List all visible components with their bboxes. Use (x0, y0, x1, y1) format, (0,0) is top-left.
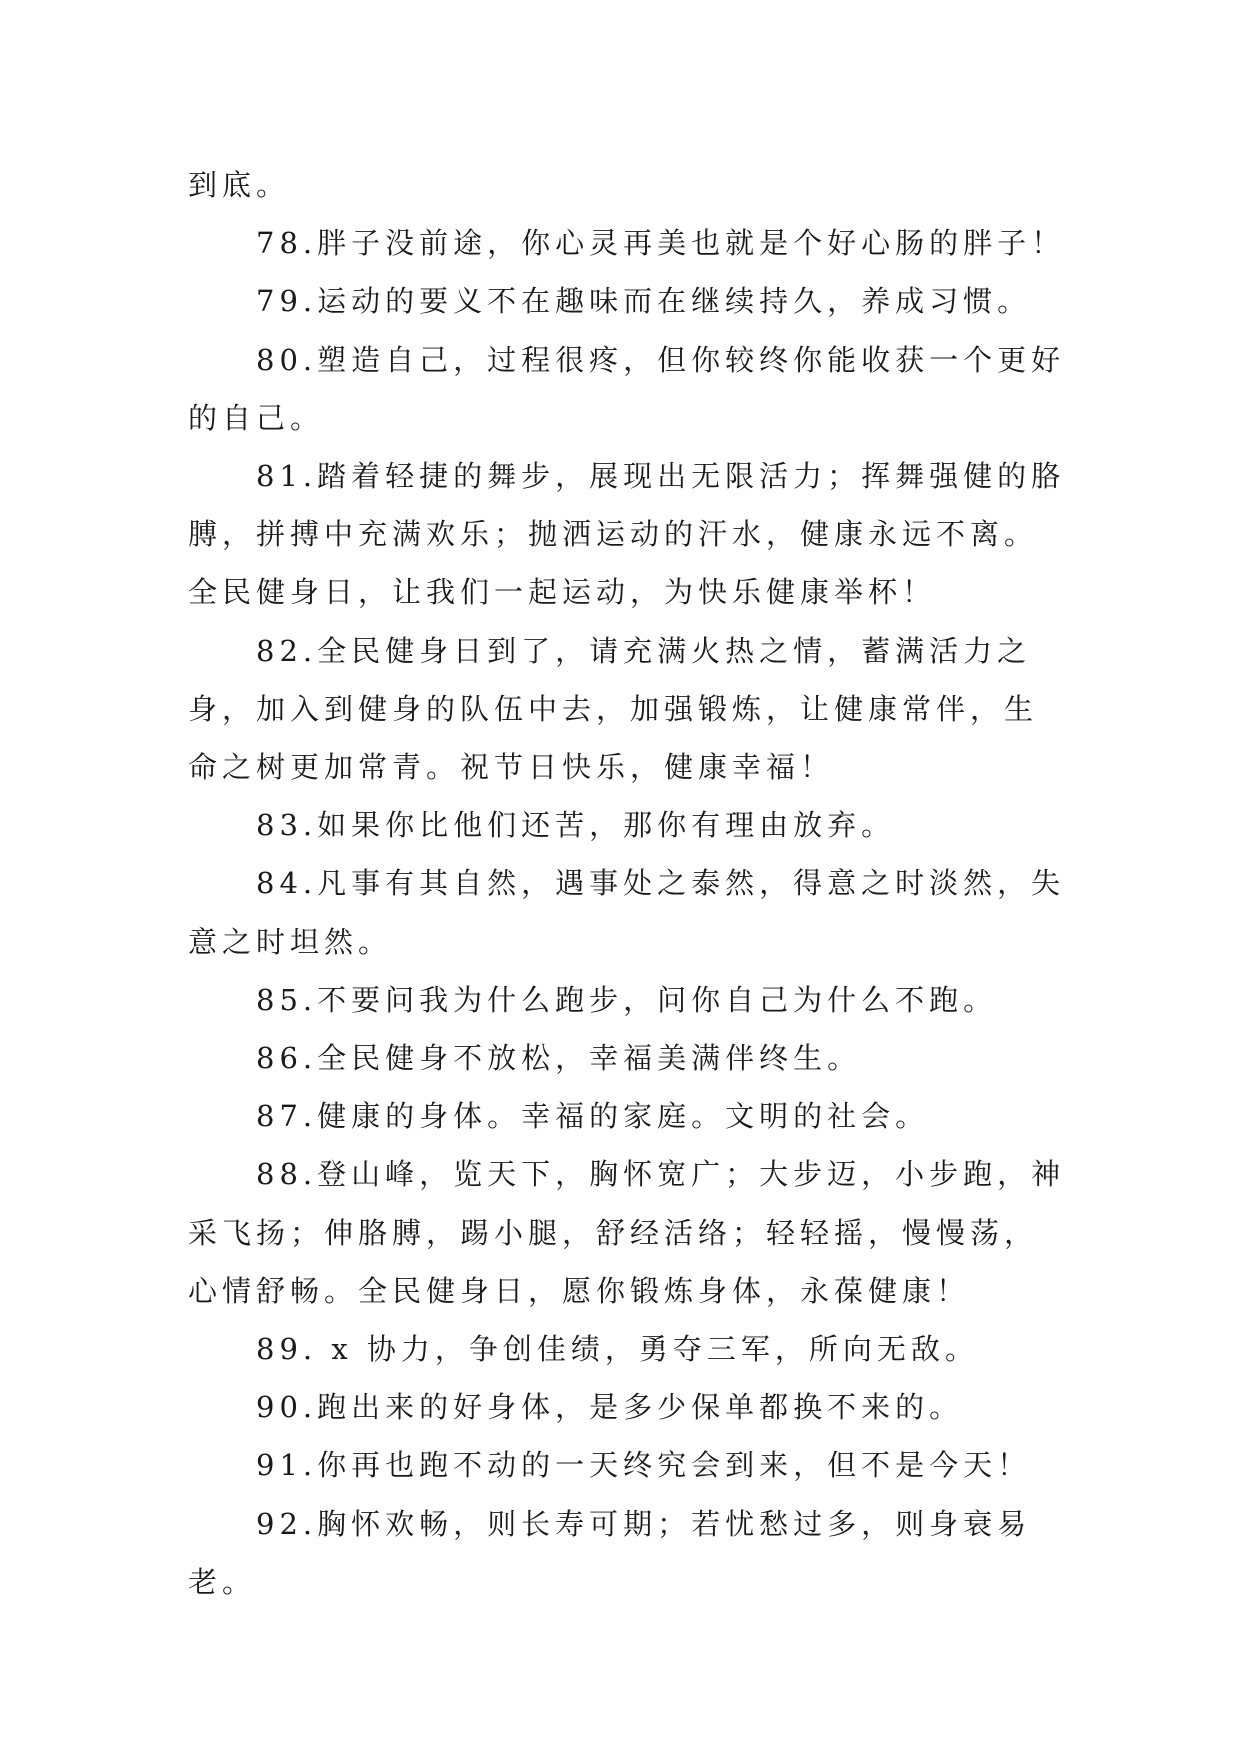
paragraph-89: 89. x 协力，争创佳绩，勇夺三军，所向无敌。 (256, 1332, 979, 1367)
document-body (188, 156, 1068, 1611)
paragraph-91: 91.你再也跑不动的一天终究会到来，但不是今天！ (256, 1448, 1032, 1483)
paragraph-84: 84.凡事有其自然，遇事处之泰然，得意之时淡然，失意之时坦然。 (188, 866, 1066, 959)
paragraph-78: 78.胖子没前途，你心灵再美也就是个好心肠的胖子！ (256, 226, 1066, 261)
paragraph-87: 87.健康的身体。幸福的家庭。文明的社会。 (256, 1099, 930, 1134)
paragraph-80: 80.塑造自己，过程很疼，但你较终你能收获一个更好的自己。 (188, 342, 1066, 435)
paragraph-81: 81.踏着轻捷的舞步，展现出无限活力；挥舞强健的胳膊，拼搏中充满欢乐；抛洒运动的汗水，健康永远不离。全民健身日，让我们一起运动，为快乐健康举杯！ (188, 459, 1066, 610)
paragraph-90: 90.跑出来的好身体，是多少保单都换不来的。 (256, 1390, 964, 1425)
paragraph-82: 82.全民健身日到了，请充满火热之情，蓄满活力之身，加入到健身的队伍中去，加强锻炼，让健康常伴，生命之树更加常青。祝节日快乐，健康幸福！ (188, 633, 1039, 785)
paragraph-79: 79.运动的要义不在趣味而在继续持久，养成习惯。 (256, 284, 1032, 319)
paragraph-88: 88.登山峰，览天下，胸怀宽广；大步迈，小步跑，神采飞扬；伸胳膊，踢小腿，舒经活络；轻轻摇，慢慢荡，心情舒畅。全民健身日，愿你锻炼身体，永葆健康！ (188, 1157, 1066, 1308)
paragraph-86: 86.全民健身不放松，幸福美满伴终生。 (256, 1041, 862, 1076)
paragraph-92: 92.胸怀欢畅，则长寿可期；若忧愁过多，则身衰易老。 (188, 1506, 1032, 1599)
paragraph-continuation: 到底。 (188, 168, 291, 202)
paragraph-83: 83.如果你比他们还苦，那你有理由放弃。 (256, 808, 896, 843)
paragraph-85: 85.不要问我为什么跑步，问你自己为什么不跑。 (256, 982, 998, 1017)
